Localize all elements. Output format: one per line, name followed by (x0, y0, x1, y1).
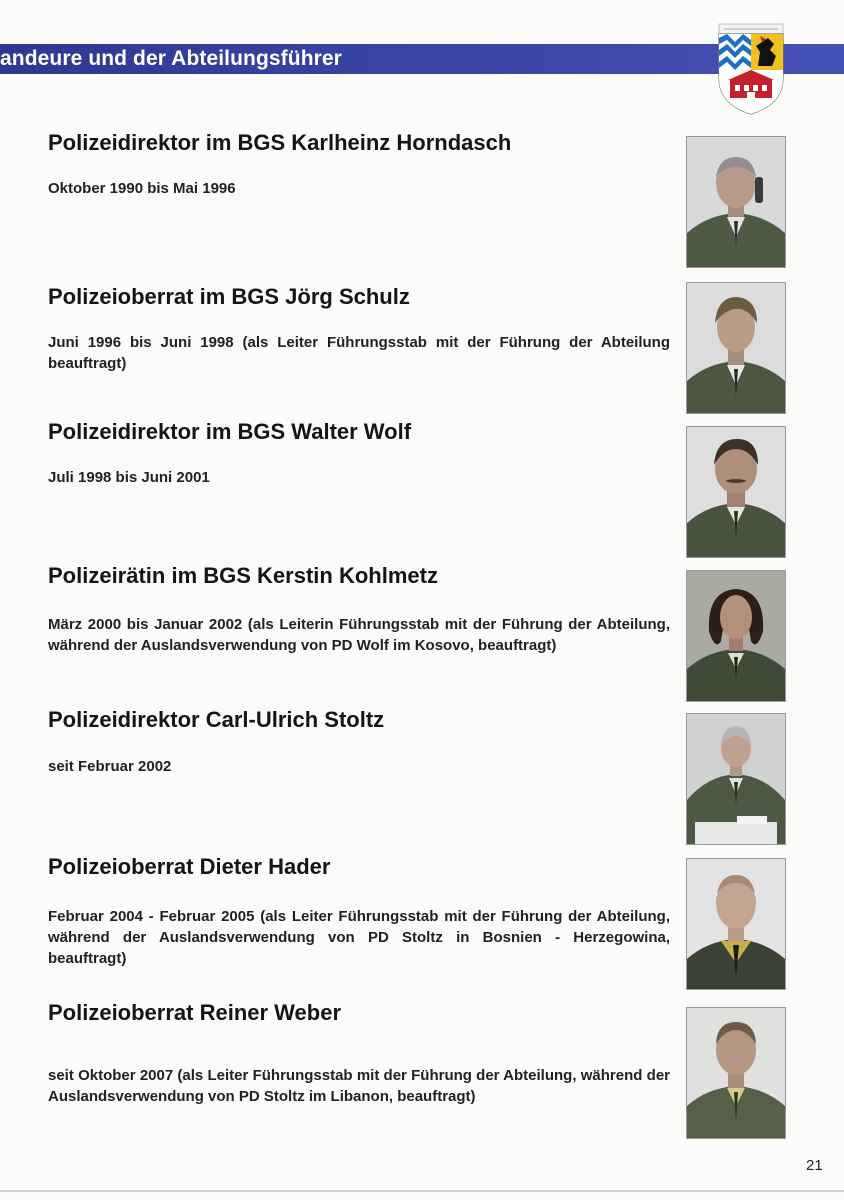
entry-period: Juli 1998 bis Juni 2001 (48, 469, 210, 486)
entry-name: Polizeioberrat im BGS Jörg Schulz (48, 284, 410, 309)
entry-period: Oktober 1990 bis Mai 1996 (48, 180, 236, 197)
entry-name: Polizeirätin im BGS Kerstin Kohlmetz (48, 563, 438, 588)
entry-name: Polizeidirektor im BGS Walter Wolf (48, 419, 412, 444)
entry-period: Juni 1996 bis Juni 1998 (als Leiter Führungsstab mit der Führung der Abteilung beauftragt) (48, 334, 670, 372)
portrait-photo-icon (686, 570, 786, 702)
entry-period: März 2000 bis Januar 2002 (als Leiterin Führungsstab mit der Führung der Abteilung, während der Auslandsverwendung von PD Wolf im Kosovo, beauftragt) (48, 616, 670, 654)
page-title: andeure und der Abteilungsführer (0, 47, 342, 70)
portrait-photo-icon (686, 858, 786, 990)
page-bottom-divider (0, 1190, 844, 1192)
portrait-photo-icon (686, 1007, 786, 1139)
entry-period: seit Februar 2002 (48, 758, 172, 775)
portrait-photo-icon (686, 282, 786, 414)
entry-name: Polizeidirektor im BGS Karlheinz Horndasch (48, 130, 512, 155)
portrait-photo-icon (686, 426, 786, 558)
entry-name: Polizeioberrat Reiner Weber (48, 1000, 342, 1025)
portrait-photo-icon (686, 136, 786, 268)
page-number: 21 (806, 1157, 823, 1174)
portrait-photo-icon (686, 713, 786, 845)
bavarian-coat-of-arms-icon (716, 22, 786, 116)
entry-period: seit Oktober 2007 (als Leiter Führungsstab mit der Führung der Abteilung, während der Auslandsverwendung von PD Stoltz im Libanon, beauftragt) (48, 1067, 670, 1105)
entry-period: Februar 2004 - Februar 2005 (als Leiter Führungsstab mit der Führung der Abteilung, während der Auslandsverwendung von PD Stoltz in Bosnien - Herzegowina, beauftragt) (48, 908, 670, 967)
entry-name: Polizeidirektor Carl-Ulrich Stoltz (48, 707, 385, 732)
entry-name: Polizeioberrat Dieter Hader (48, 854, 331, 879)
